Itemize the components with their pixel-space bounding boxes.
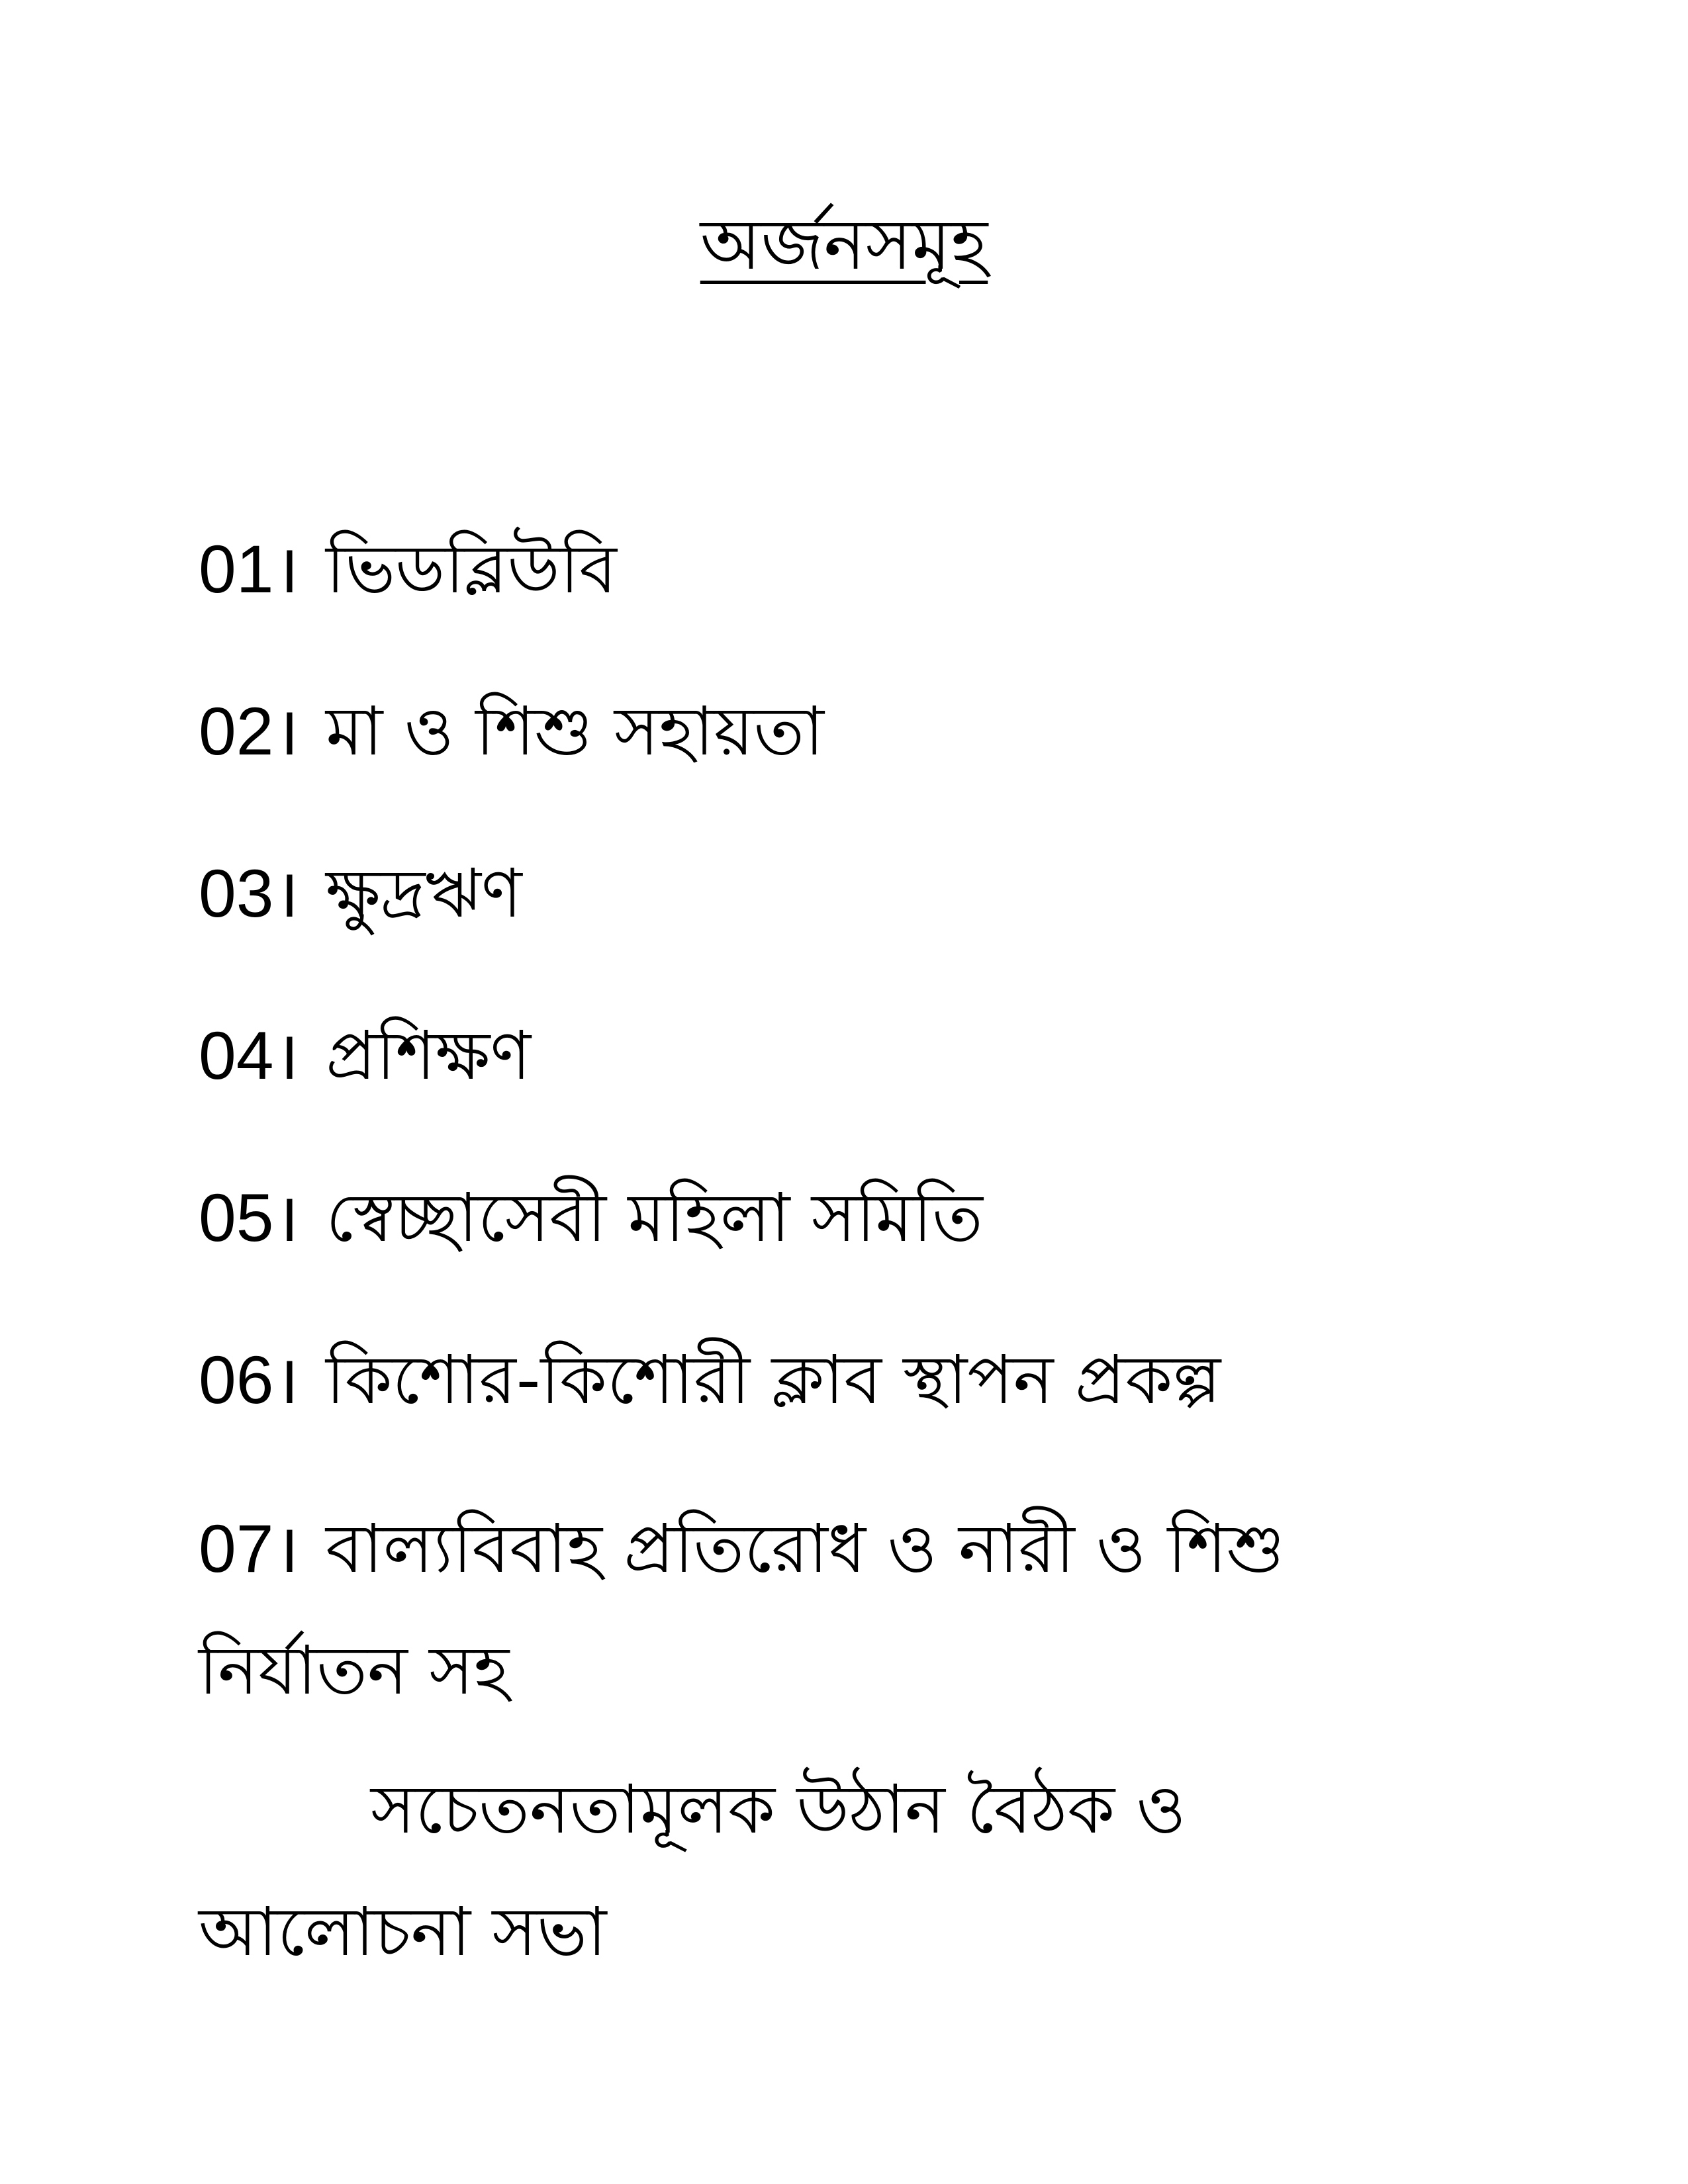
list-item	[199, 523, 617, 616]
list-item	[199, 1334, 1221, 1427]
item-number: 02।	[199, 694, 300, 769]
item-text-line: সচেতনতামূলক উঠান বৈঠক ও	[371, 1770, 1186, 1849]
item-text: মা ও শিশু সহায়তা	[326, 692, 824, 771]
item-text-line: নির্যাতন সহ	[199, 1631, 510, 1710]
list-item	[199, 1009, 531, 1103]
item-number: 07।	[199, 1511, 300, 1586]
list-item	[199, 1171, 983, 1265]
item-number: 04।	[199, 1018, 300, 1093]
list-item	[199, 1502, 1285, 1596]
item-text: ভিডব্লিউবি	[326, 530, 617, 609]
item-text-line: আলোচনা সভা	[199, 1893, 607, 1972]
item-text: ক্ষুদ্রঋণ	[326, 854, 522, 933]
item-text-line: বাল্যবিবাহ প্রতিরোধ ও নারী ও শিশু	[326, 1510, 1285, 1588]
item-number: 05।	[199, 1180, 300, 1255]
item-number: 03।	[199, 856, 300, 931]
list-item	[199, 685, 824, 778]
item-text: প্রশিক্ষণ	[326, 1017, 532, 1095]
page-title: অর্জনসমূহ	[700, 204, 988, 285]
item-text: কিশোর-কিশোরী ক্লাব স্থাপন প্রকল্প	[326, 1341, 1221, 1420]
item-number: 06।	[199, 1342, 300, 1418]
item-number: 01।	[199, 531, 300, 607]
item-text: স্বেচ্ছাসেবী মহিলা সমিতি	[326, 1179, 983, 1257]
list-item	[199, 847, 522, 940]
